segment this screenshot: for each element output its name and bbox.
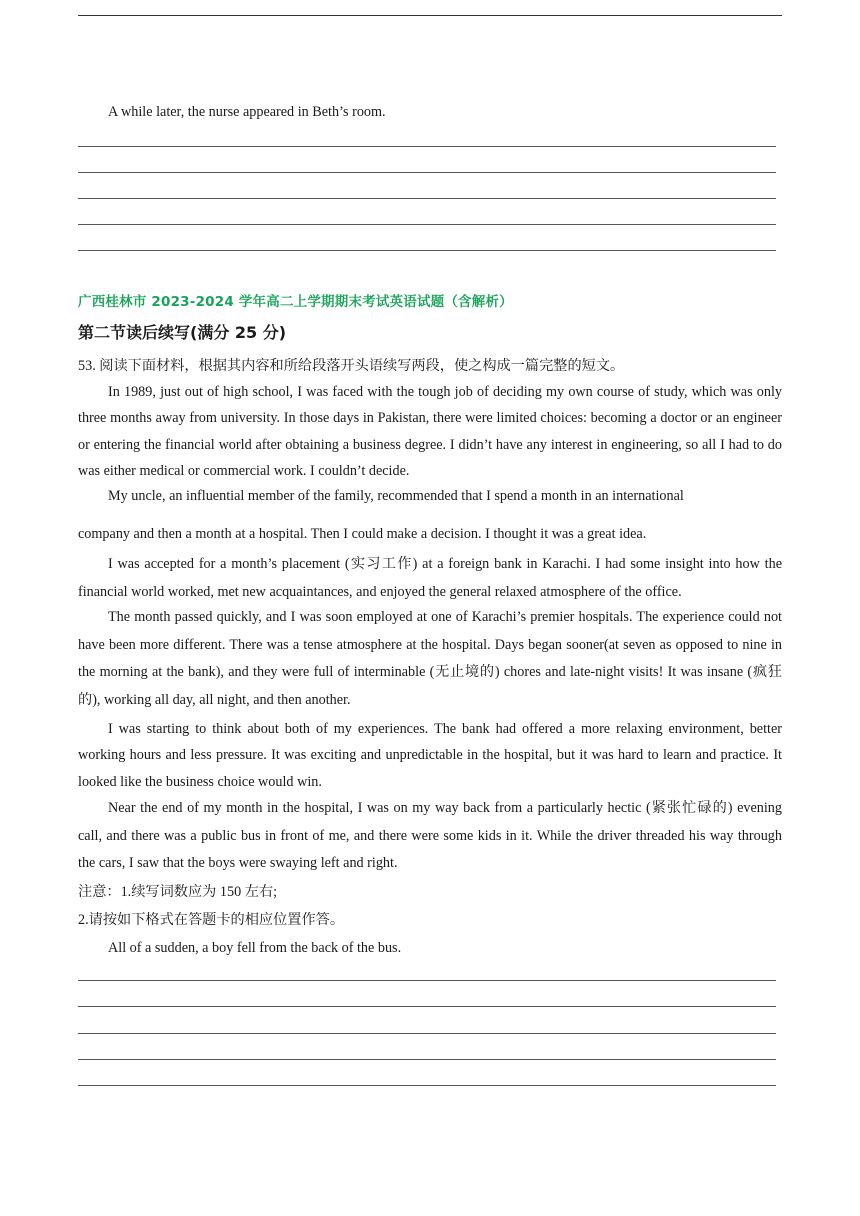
note-2: 2.请按如下格式在答题卡的相应位置作答。 (78, 912, 345, 928)
answer-line (78, 1059, 776, 1060)
answer-line (78, 224, 776, 225)
passage-paragraph-1: In 1989, just out of high school, I was faced with the tough job of deciding my own course of study, which was only three months away from university. In those days in Pakistan, there were limited choices: becoming a doctor or an engineer or entering the financial world after obtaining a business degree. I didn’t have any interest in engineering, so all I had to do was either medical or commercial work. I couldn’t decide. (78, 384, 782, 479)
answer-line (78, 1006, 776, 1007)
section-title: 第二节读后续写(满分 25 分) (78, 323, 287, 342)
answer-line (78, 980, 776, 981)
passage-paragraph-2-line-2: company and then a month at a hospital. Then I could make a decision. I thought it was a great idea. (78, 526, 647, 542)
header-rule (78, 15, 782, 16)
question-prompt: 53. 阅读下面材料，根据其内容和所给段落开头语续写两段，使之构成一篇完整的短文。 (78, 358, 625, 374)
passage-paragraph-2-line-1: My uncle, an influential member of the family, recommended that I spend a month in an international (108, 488, 684, 504)
answer-line (78, 1085, 776, 1086)
source-title: 广西桂林市 2023-2024 学年高二上学期期末考试英语试题（含解析） (78, 294, 513, 310)
answer-line (78, 172, 776, 173)
prev-start-sentence: A while later, the nurse appeared in Beth’s room. (108, 104, 386, 120)
passage-paragraph-4: The month passed quickly, and I was soon employed at one of Karachi’s premier hospitals. The experience could not have been more different. There was a tense atmosphere at the hospital. Days began sooner(at seven as opposed to nine in the morning at the bank), and they were full of interminable (无止境的) chores and late-night visits! It was insane (疯狂的), working all day, all night, and then another. (78, 609, 782, 708)
answer-line (78, 198, 776, 199)
passage-paragraph-5: I was starting to think about both of my experiences. The bank had offered a more relaxing environment, better working hours and less pressure. It was exciting and unpredictable in the hospital, but it was hard to learn and practice. It looked like the business choice would win. (78, 721, 782, 790)
note-1: 注意：1.续写词数应为 150 左右; (78, 884, 278, 900)
answer-line (78, 250, 776, 251)
passage-paragraph-6: Near the end of my month in the hospital, I was on my way back from a particularly hectic (紧张忙碌的) evening call, and there was a public bus in front of me, and there were some kids in it. While the driver threaded his way through the cars, I saw that the boys were swaying left and right. (78, 800, 782, 871)
answer-line (78, 1033, 776, 1034)
continuation-start-sentence: All of a sudden, a boy fell from the back of the bus. (108, 940, 402, 956)
passage-paragraph-3: I was accepted for a month’s placement (实习工作) at a foreign bank in Karachi. I had some insight into how the financial world worked, met new acquaintances, and enjoyed the general relaxed atmosphere of the office. (78, 556, 782, 600)
answer-line (78, 146, 776, 147)
